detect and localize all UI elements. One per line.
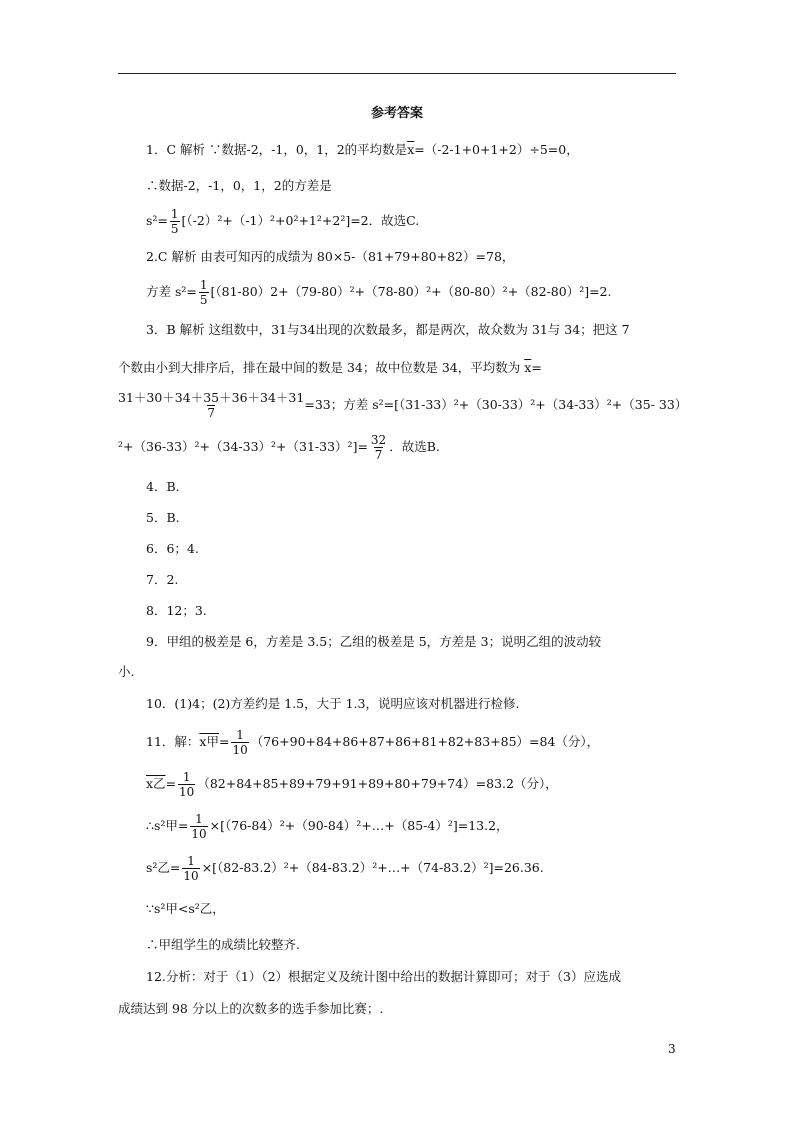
answer-1-line-2: ∴数据-2，-1，0，1，2的方差是: [146, 178, 332, 193]
answer-12-line-1: 12.分析：对于（1）（2）根据定义及统计图中给出的数据计算即可；对于（3）应选成: [146, 969, 621, 984]
answer-8: 8．12；3.: [146, 603, 207, 618]
answer-9-line-2: 小.: [118, 664, 135, 679]
mean-fraction: $\frac{31+30+34+35+36+34+31}{7}$: [118, 390, 305, 420]
answer-4: 4．B.: [146, 479, 180, 494]
fraction: $\frac{1}{5}$: [170, 207, 179, 236]
fraction: $\frac{1}{5}$: [199, 278, 208, 307]
answer-2-line-2: 方差 s²= $\frac{1}{5}$ [（81-80）2+（79-80）²+（78-80）²+（80-80）²+（82-80）²]=2.: [146, 278, 612, 307]
answer-11-line-5: ∵s²甲<s²乙，: [146, 901, 225, 916]
answer-3-line-2: 个数由小到大排序后，排在最中间的数是 34；故中位数是 34，平均数为 $\overline{x}=$: [118, 360, 542, 375]
fraction: $\frac{1}{10}$: [191, 812, 207, 841]
fraction: $\frac{1}{10}$: [179, 770, 195, 799]
answer-9-line-1: 9．甲组的极差是 6，方差是 3.5；乙组的极差是 5，方差是 3；说明乙组的波动较: [146, 634, 602, 649]
answer-10: 10．(1)4；(2)方差约是 1.5，大于 1.3，说明应该对机器进行检修.: [146, 696, 520, 711]
mean-symbol: $\overline{x}$: [407, 142, 415, 157]
answer-3-line-4: ²+（36-33）²+（34-33）²+（31-33）²]= $\frac{32}{7}$ ．故选B.: [118, 433, 440, 462]
page-title: 参考答案: [370, 106, 423, 121]
answer-3-line-1: 3．B 解析 这组数中，31与34出现的次数最多，都是两次，故众数为 31与 34；把这 7: [146, 322, 630, 337]
answer-2-line-1: 2.C 解析 由表可知丙的成绩为 80×5-（81+79+80+82）=78，: [146, 249, 515, 264]
answer-11-line-1: 11．解：x甲= $\frac{1}{10}$ （76+90+84+86+87+86+81+82+83+85）=84（分），: [146, 728, 600, 757]
answer-11-line-3: ∴s²甲= $\frac{1}{10}$ ×[（76-84）²+（90-84）²+…+（85-4）²]=13.2，: [146, 812, 509, 841]
fraction: $\frac{1}{10}$: [183, 854, 199, 883]
answer-5: 5．B.: [146, 510, 180, 525]
answer-11-line-2: x乙= $\frac{1}{10}$ （82+84+85+89+79+91+89+80+79+74）=83.2（分），: [146, 770, 558, 799]
page-number: 3: [668, 1042, 676, 1056]
answer-1-line-1: 1．C 解析 ∵数据-2，-1，0，1，2的平均数是$\overline{x}=(-2-1+0+1+2)\div 5=0$，: [146, 142, 579, 157]
mean-symbol: x甲: [199, 734, 219, 749]
fraction: $\frac{32}{7}$: [370, 433, 387, 462]
fraction: $\frac{1}{10}$: [232, 728, 248, 757]
answer-3-line-3: $\frac{31+30+34+35+36+34+31}{7}$ =33；方差 s²=[（31-33）²+（30-33）²+（34-33）²+（35- 33）: [118, 390, 688, 420]
answer-12-line-2: 成绩达到 98 分以上的次数多的选手参加比赛；.: [118, 1001, 384, 1016]
answer-11-line-6: ∴甲组学生的成绩比较整齐.: [146, 937, 300, 952]
mean-symbol: x乙: [146, 776, 166, 791]
answer-7: 7．2.: [146, 572, 179, 587]
answer-6: 6．6；4.: [146, 541, 199, 556]
answer-1-line-3: s²= $\frac{1}{5}$ [（-2）²+（-1）²+0²+1²+2²]=2．故选C.: [146, 207, 420, 236]
header-rule: [118, 73, 676, 74]
answer-11-line-4: s²乙= $\frac{1}{10}$ ×[（82-83.2）²+（84-83.2）²+…+（74-83.2）²]=26.36.: [146, 854, 544, 883]
mean-symbol: $\overline{x}$: [524, 360, 532, 375]
